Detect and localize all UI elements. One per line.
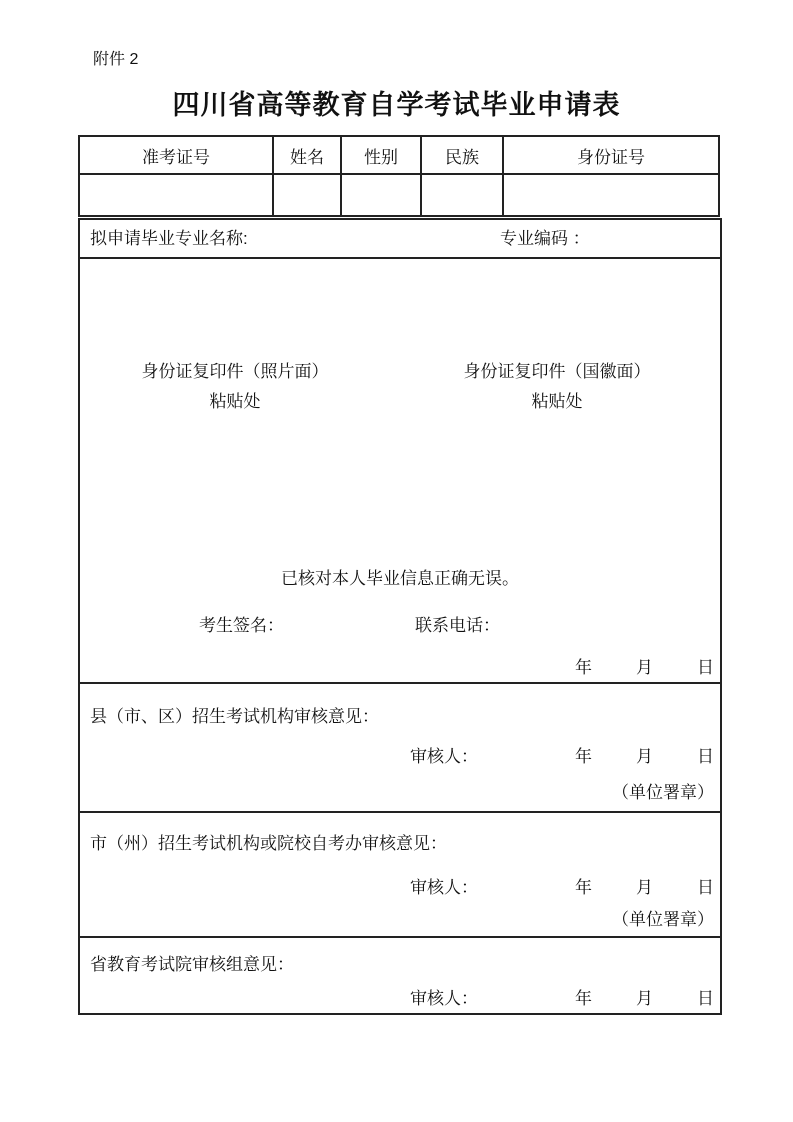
date-fields xyxy=(575,742,714,767)
id-copy-photo-area[interactable] xyxy=(130,357,340,417)
phone-label: 联系电话： xyxy=(415,616,500,635)
main-table xyxy=(78,218,722,1015)
city-opinion-title: 市（州）招生考试机构或院校自考办审核意见： xyxy=(90,834,447,853)
major-code-label: 专业编码 ： xyxy=(500,229,590,248)
cell-name[interactable] xyxy=(273,174,341,216)
confirmation-text: 已核对本人毕业信息正确无误。 xyxy=(281,569,519,588)
cell-ethnicity[interactable] xyxy=(421,174,503,216)
date-fields xyxy=(575,984,714,1009)
col-header-name: 姓名 xyxy=(273,136,341,174)
city-review-section xyxy=(80,811,720,936)
unit-stamp-label: （单位署章） xyxy=(612,783,714,802)
page-title: 四川省高等教育自学考试毕业申请表 xyxy=(172,90,621,120)
reviewer-label: 审核人： xyxy=(410,989,478,1008)
date-day-label: 日 xyxy=(697,878,714,897)
date-year-label: 年 xyxy=(575,878,592,897)
col-header-ethnicity: 民族 xyxy=(421,136,503,174)
province-review-section xyxy=(80,936,720,1013)
basic-info-table xyxy=(78,135,720,217)
paste-here-label: 粘贴处 xyxy=(209,392,261,411)
reviewer-label: 审核人： xyxy=(410,878,478,897)
cell-ticket-no[interactable] xyxy=(79,174,273,216)
date-month-label: 月 xyxy=(636,989,653,1008)
paste-here-label: 粘贴处 xyxy=(531,392,583,411)
date-day-label: 日 xyxy=(697,747,714,766)
col-header-id-no: 身份证号 xyxy=(503,136,719,174)
city-reviewer-row xyxy=(80,873,720,895)
id-copy-emblem-label: 身份证复印件（国徽面） xyxy=(463,362,651,381)
date-day-label: 日 xyxy=(697,989,714,1008)
date-year-label: 年 xyxy=(575,658,592,677)
date-fields xyxy=(575,873,714,898)
date-month-label: 月 xyxy=(636,747,653,766)
id-copy-emblem-area[interactable] xyxy=(452,357,662,417)
attachment-label: 附件 2 xyxy=(93,51,139,68)
cell-id-no[interactable] xyxy=(503,174,719,216)
id-copy-photo-label: 身份证复印件（照片面） xyxy=(141,362,329,381)
cell-gender[interactable] xyxy=(341,174,421,216)
date-year-label: 年 xyxy=(575,989,592,1008)
province-reviewer-row xyxy=(80,984,720,1006)
date-month-label: 月 xyxy=(636,878,653,897)
student-section xyxy=(80,257,720,682)
date-month-label: 月 xyxy=(636,658,653,677)
date-fields xyxy=(575,653,714,678)
date-day-label: 日 xyxy=(697,658,714,677)
col-header-ticket-no: 准考证号 xyxy=(79,136,273,174)
reviewer-label: 审核人： xyxy=(410,747,478,766)
province-opinion-title: 省教育考试院审核组意见： xyxy=(90,955,294,974)
signature-label: 考生签名： xyxy=(199,616,284,635)
major-name-label: 拟申请毕业专业名称: xyxy=(90,229,248,248)
county-reviewer-row xyxy=(80,742,720,764)
county-opinion-title: 县（市、区）招生考试机构审核意见： xyxy=(90,707,379,726)
major-row[interactable] xyxy=(80,220,720,257)
col-header-gender: 性别 xyxy=(341,136,421,174)
date-year-label: 年 xyxy=(575,747,592,766)
unit-stamp-label: （单位署章） xyxy=(612,910,714,929)
county-review-section xyxy=(80,682,720,811)
